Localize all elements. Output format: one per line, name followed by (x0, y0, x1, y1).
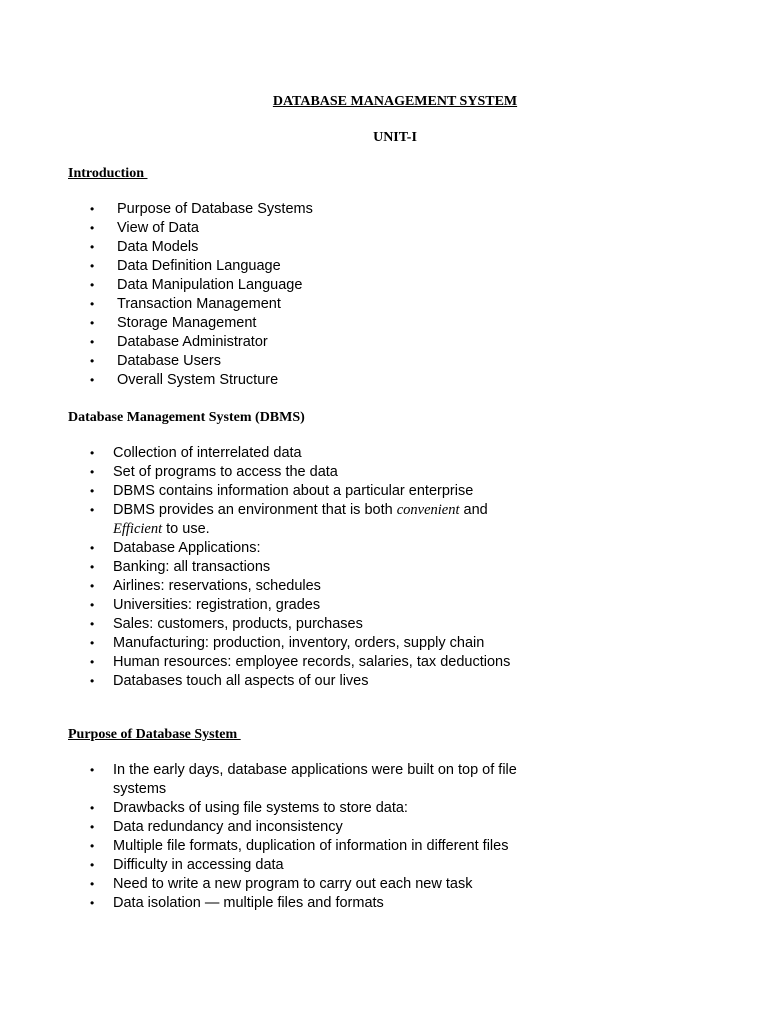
list-item: • Data isolation — multiple files and formats (90, 895, 384, 911)
introduction-list (90, 200, 313, 390)
list-item: • Multiple file formats, duplication of information in different files (90, 838, 509, 854)
bullet-icon: • (90, 221, 95, 235)
bullet-icon: • (90, 636, 95, 650)
list-item: • Data redundancy and inconsistency (90, 819, 343, 835)
list-item: • Need to write a new program to carry out each new task (90, 876, 473, 892)
list-item: • Data Definition Language (90, 258, 281, 274)
bullet-icon: • (90, 763, 95, 777)
list-item: • Database Users (90, 353, 221, 369)
bullet-icon: • (90, 503, 95, 517)
bullet-icon: • (90, 484, 95, 498)
bullet-icon: • (90, 297, 95, 311)
list-item: • Manufacturing: production, inventory, orders, supply chain (90, 635, 485, 651)
list-item: • DBMS contains information about a particular enterprise (90, 483, 474, 499)
section-heading-dbms: Database Management System (DBMS) (68, 410, 305, 425)
dbms-list (90, 444, 513, 691)
list-item: • Databases touch all aspects of our lives (90, 673, 369, 689)
bullet-icon: • (90, 820, 95, 834)
bullet-icon: • (90, 354, 95, 368)
bullet-icon: • (90, 259, 95, 273)
list-item: • Set of programs to access the data (90, 464, 338, 480)
bullet-icon: • (90, 240, 95, 254)
list-item: • Banking: all transactions (90, 559, 271, 575)
bullet-icon: • (90, 278, 95, 292)
bullet-icon: • (90, 896, 95, 910)
bullet-icon: • (90, 373, 95, 387)
list-item: • View of Data (90, 220, 199, 236)
list-item: • Sales: customers, products, purchases (90, 616, 363, 632)
list-item: • Overall System Structure (90, 372, 279, 388)
list-item: • Human resources: employee records, salaries, tax deductions (90, 654, 511, 670)
bullet-icon: • (90, 598, 95, 612)
bullet-icon: • (90, 316, 95, 330)
list-item: • Universities: registration, grades (90, 597, 321, 613)
list-item: • Data Models (90, 239, 199, 255)
bullet-icon: • (90, 674, 95, 688)
bullet-icon: • (90, 579, 95, 593)
bullet-icon: • (90, 801, 95, 815)
unit-title: UNIT-I (373, 130, 417, 145)
bullet-icon: • (90, 446, 95, 460)
list-item: • Storage Management (90, 315, 257, 331)
bullet-icon: • (90, 839, 95, 853)
bullet-icon: • (90, 560, 95, 574)
list-item: • Data Manipulation Language (90, 277, 303, 293)
section-heading-introduction: Introduction (68, 166, 148, 181)
bullet-icon: • (90, 877, 95, 891)
list-item: • Difficulty in accessing data (90, 857, 284, 873)
purpose-list (90, 761, 523, 913)
bullet-icon: • (90, 202, 95, 216)
list-item: • Purpose of Database Systems (90, 201, 313, 217)
list-item: • Airlines: reservations, schedules (90, 578, 321, 594)
list-item: • Database Administrator (90, 334, 268, 350)
list-item: • Database Applications: (90, 540, 261, 556)
list-item: • In the early days, database applications were built on top of file systems (90, 762, 517, 797)
bullet-icon: • (90, 541, 95, 555)
bullet-icon: • (90, 465, 95, 479)
list-item: • Drawbacks of using file systems to store data: (90, 800, 408, 816)
section-heading-purpose: Purpose of Database System (68, 727, 241, 742)
bullet-icon: • (90, 335, 95, 349)
bullet-icon: • (90, 655, 95, 669)
list-item: • Transaction Management (90, 296, 281, 312)
bullet-icon: • (90, 617, 95, 631)
bullet-icon: • (90, 858, 95, 872)
list-item: • DBMS provides an environment that is both convenient and Efficient to use. (90, 502, 488, 537)
list-item: • Collection of interrelated data (90, 445, 302, 461)
document-title: DATABASE MANAGEMENT SYSTEM (272, 94, 518, 109)
